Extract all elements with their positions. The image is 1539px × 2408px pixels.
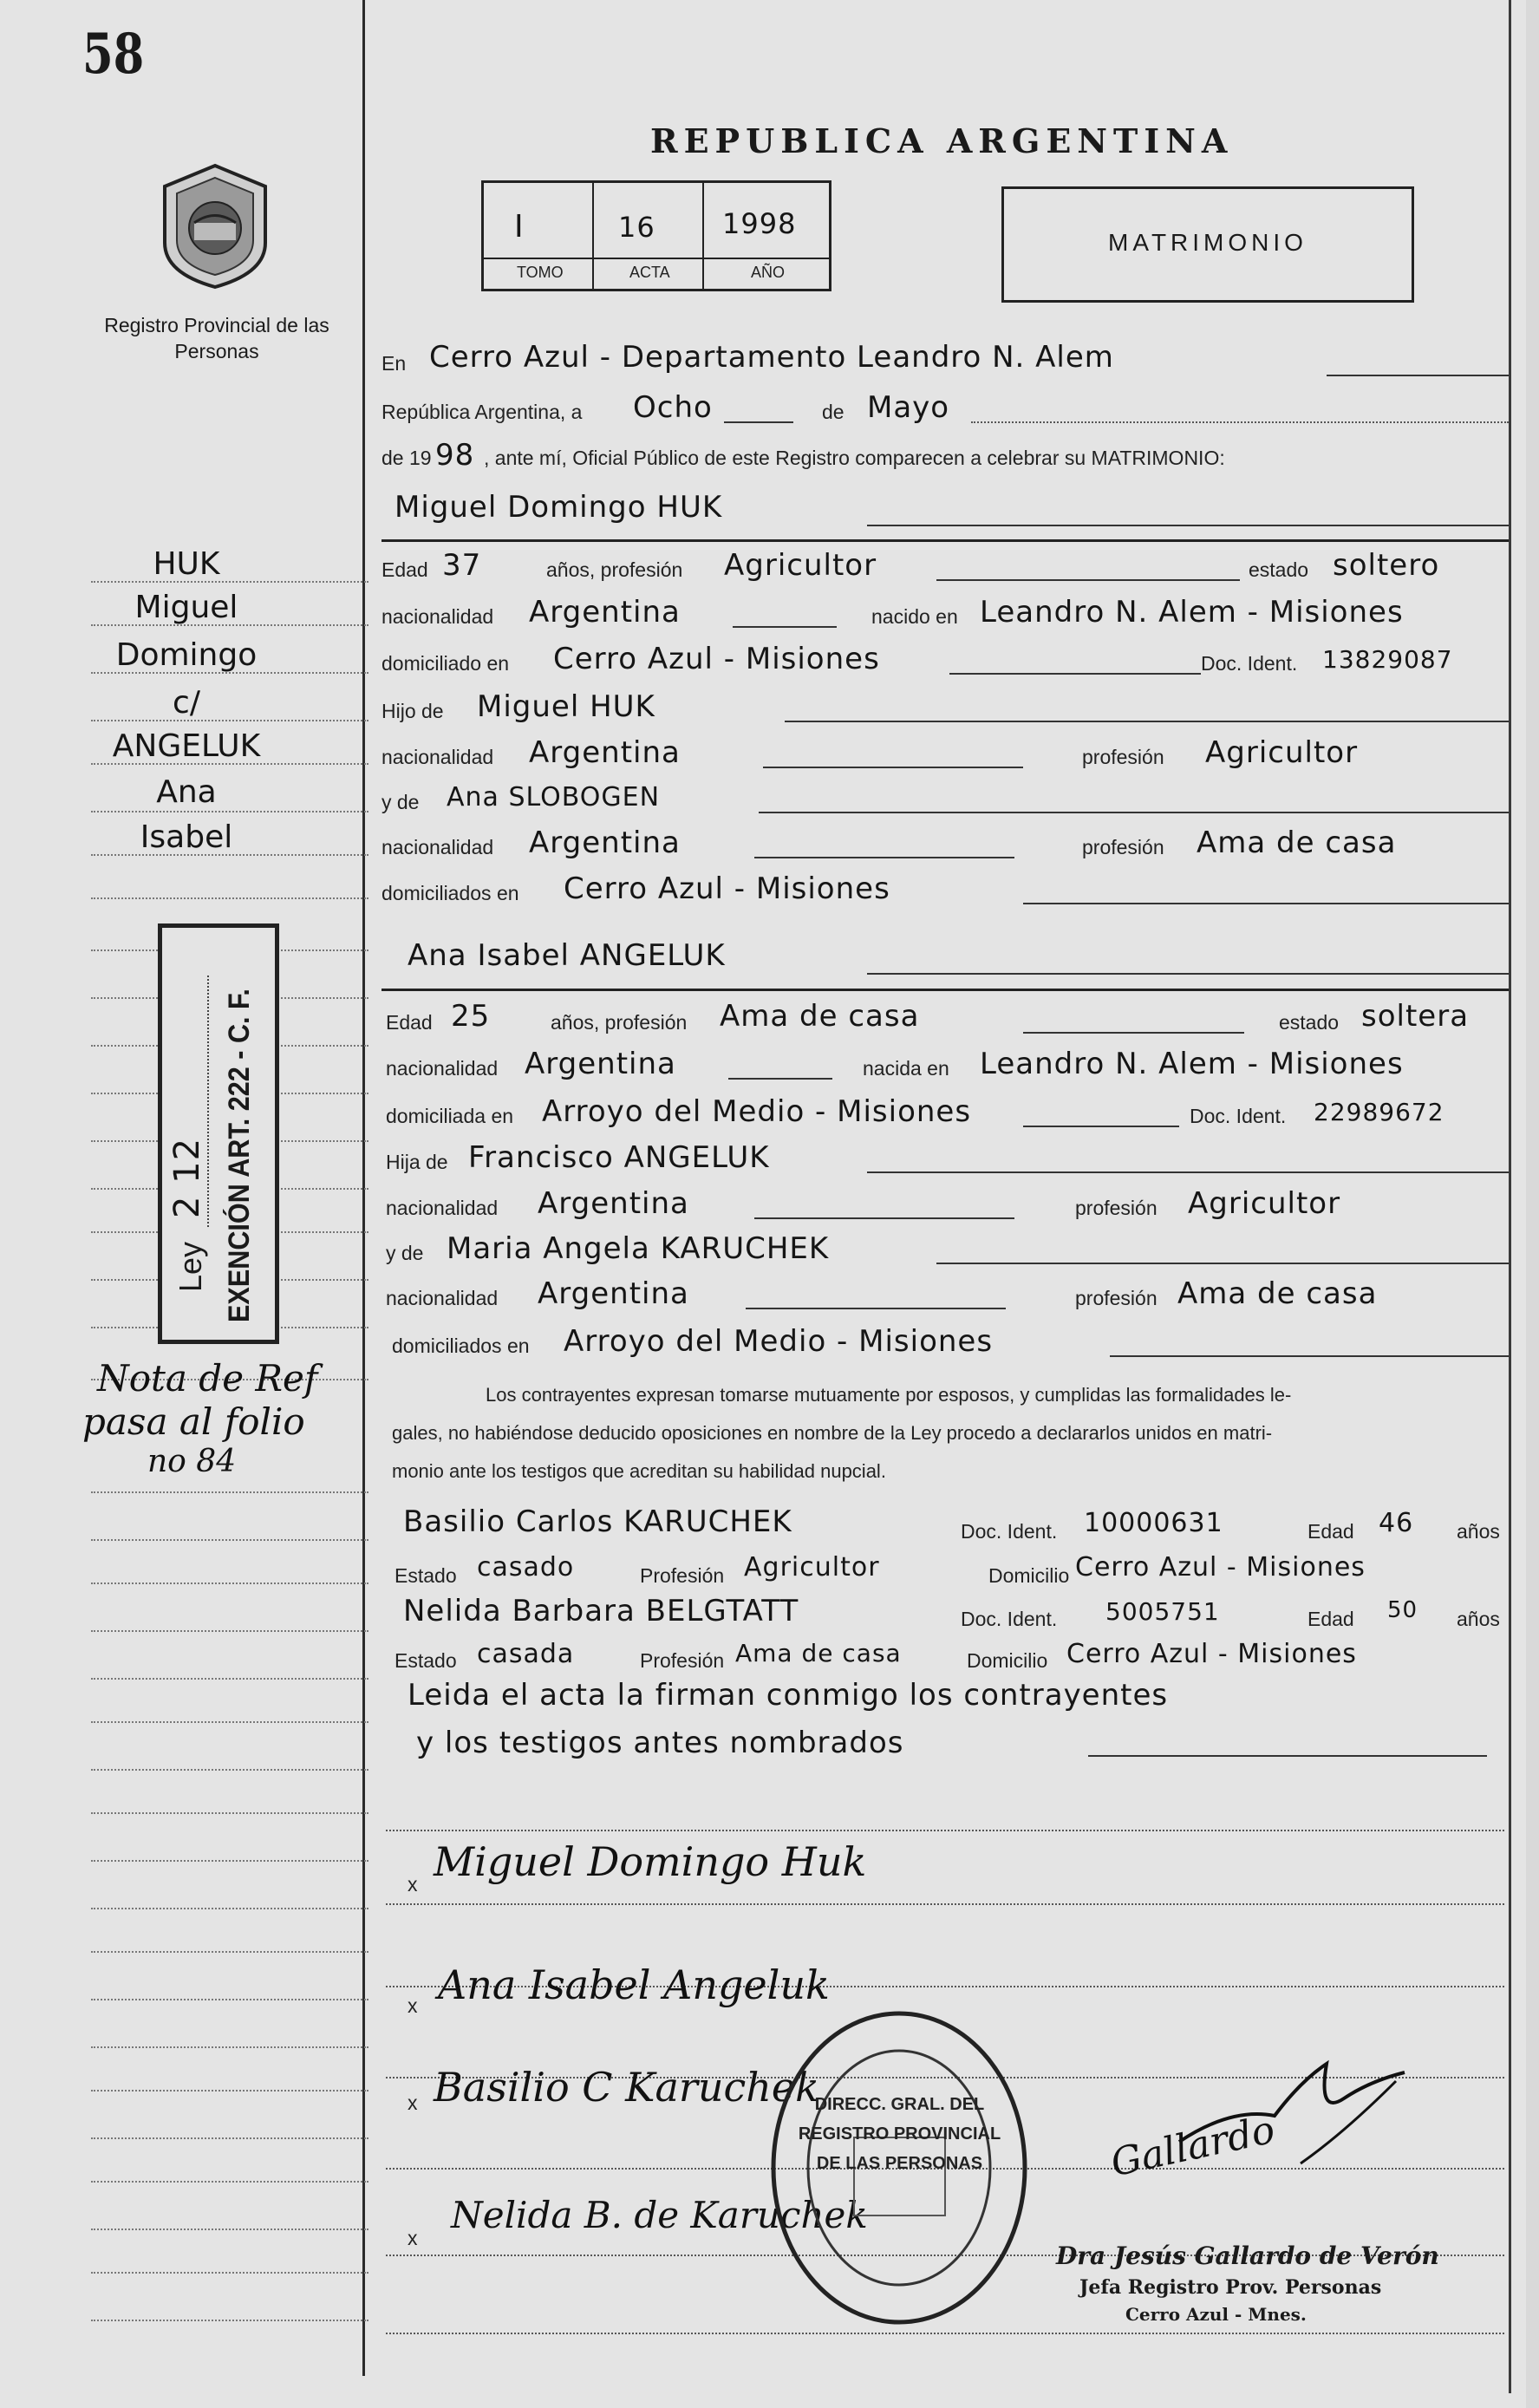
official-location: Cerro Azul - Mnes. <box>1125 2304 1307 2325</box>
witness2-estado: casada <box>477 1639 575 1669</box>
bride-mother-nac-label: nacionalidad <box>386 1287 499 1309</box>
bride-mother: Maria Angela KARUCHEK <box>447 1231 830 1266</box>
bride-nationality: Argentina <box>525 1047 676 1081</box>
groom-parents-dom-label: domiciliados en <box>381 882 519 904</box>
bride-father-nac-label: nacionalidad <box>386 1197 499 1219</box>
official-title: Jefa Registro Prov. Personas <box>1079 2276 1382 2299</box>
groom-nac-label: nacionalidad <box>381 605 494 628</box>
witness2-estado-label: Estado <box>395 1649 457 1672</box>
groom-parents-domicile: Cerro Azul - Misiones <box>564 871 890 906</box>
witness1-anos-label: años <box>1457 1520 1500 1543</box>
bride-estado: soltera <box>1361 999 1470 1034</box>
doc-type-box <box>1001 186 1414 303</box>
witness2-profession: Ama de casa <box>735 1639 902 1667</box>
en-label: En <box>381 352 407 375</box>
bride-father-nationality: Argentina <box>538 1186 689 1221</box>
groom-mother-profession: Ama de casa <box>1197 826 1397 860</box>
bride-nacida-label: nacida en <box>863 1057 949 1080</box>
bride-mother-prof-label: profesión <box>1075 1287 1158 1309</box>
groom-mother-nac-label: nacionalidad <box>381 836 494 858</box>
sig2-mark: x <box>408 1994 418 2017</box>
signature-official: Gallardo <box>1106 2107 1279 2186</box>
margin-given-2: Domingo <box>115 637 258 673</box>
witness1-domicile: Cerro Azul - Misiones <box>1075 1552 1366 1582</box>
closing-line-2: y los testigos antes nombrados <box>416 1726 904 1760</box>
witness2-domicile: Cerro Azul - Misiones <box>1066 1639 1357 1669</box>
groom-full-name: Miguel Domingo HUK <box>395 490 723 525</box>
groom-father: Miguel HUK <box>477 689 655 724</box>
groom-nacido-label: nacido en <box>871 605 958 628</box>
bride-mother-profession: Ama de casa <box>1177 1276 1378 1311</box>
bride-birthplace: Leandro N. Alem - Misiones <box>980 1047 1404 1081</box>
margin-given-3: Ana <box>156 774 217 810</box>
witness1-doc: 10000631 <box>1084 1508 1223 1538</box>
groom-edad-label: Edad <box>381 558 428 581</box>
doc-type-title: MATRIMONIO <box>1108 229 1307 256</box>
bride-full-name: Ana Isabel ANGELUK <box>408 938 726 973</box>
exencion-stamp <box>158 923 279 1344</box>
bride-yde-label: y de <box>386 1242 424 1264</box>
bride-hija-label: Hija de <box>386 1151 448 1173</box>
witness1-age: 46 <box>1379 1508 1414 1538</box>
bride-domicile: Arroyo del Medio - Misiones <box>542 1094 972 1129</box>
witness2-doc: 5005751 <box>1105 1597 1220 1626</box>
groom-birthplace: Leandro N. Alem - Misiones <box>980 595 1404 630</box>
bride-dom-label: domiciliada en <box>386 1105 514 1127</box>
sig3-mark: x <box>408 2092 418 2114</box>
signature-witness1: Basilio C Karuchek <box>434 2064 819 2111</box>
bride-nac-label: nacionalidad <box>386 1057 499 1080</box>
witness1-estado: casado <box>477 1552 575 1582</box>
margin-given-1: Miguel <box>134 590 238 625</box>
right-edge-line <box>1509 0 1511 2393</box>
margin-given-4: Isabel <box>140 819 233 855</box>
groom-doc-label: Doc. Ident. <box>1201 652 1298 675</box>
groom-father-prof-label: profesión <box>1082 746 1164 768</box>
bride-doc-label: Doc. Ident. <box>1190 1105 1287 1127</box>
witness1-profession: Agricultor <box>744 1552 880 1582</box>
witness2-edad-label: Edad <box>1307 1608 1354 1630</box>
tomo-acta-ano-box <box>481 180 831 291</box>
ano-value: 1998 <box>722 207 797 240</box>
groom-estado: soltero <box>1333 548 1440 583</box>
provincial-seal <box>154 160 276 290</box>
bride-parents-domicile: Arroyo del Medio - Misiones <box>564 1324 994 1359</box>
place-value: Cerro Azul - Departamento Leandro N. Alem <box>429 340 1114 375</box>
country-title: REPUBLICA ARGENTINA <box>650 121 1234 160</box>
bride-anos-prof-label: años, profesión <box>551 1011 688 1034</box>
groom-father-nationality: Argentina <box>529 735 681 770</box>
groom-nationality: Argentina <box>529 595 681 630</box>
bride-edad-label: Edad <box>386 1011 433 1034</box>
day-value: Ocho <box>633 390 713 425</box>
witness2-dom-label: Domicilio <box>967 1649 1048 1672</box>
official-sig-flourish <box>1171 2046 1413 2168</box>
bride-father-profession: Agricultor <box>1188 1186 1341 1221</box>
groom-dom-label: domiciliado en <box>381 652 510 675</box>
tomo-label: TOMO <box>517 264 564 281</box>
groom-anos-prof-label: años, profesión <box>546 558 683 581</box>
month-value: Mayo <box>867 390 950 425</box>
intro-statement: , ante mí, Oficial Público de este Registro comparecen a celebrar su MATRIMONIO: <box>484 447 1225 469</box>
bride-father-prof-label: profesión <box>1075 1197 1158 1219</box>
official-name: Dra Jesús Gallardo de Verón <box>1056 2242 1439 2270</box>
bride-estado-label: estado <box>1279 1011 1340 1034</box>
registry-name: Registro Provincial de las Personas <box>104 314 329 362</box>
witness2-doc-label: Doc. Ident. <box>961 1608 1058 1630</box>
margin-note-3: no 84 <box>147 1444 237 1479</box>
groom-estado-label: estado <box>1249 558 1309 581</box>
margin-surname-2: ANGELUK <box>112 728 261 764</box>
groom-doc: 13829087 <box>1322 645 1453 674</box>
groom-mother-nationality: Argentina <box>529 826 681 860</box>
closing-line-1: Leida el acta la firman conmigo los contrayentes <box>408 1678 1169 1713</box>
groom-age: 37 <box>442 548 482 583</box>
bride-mother-nationality: Argentina <box>538 1276 689 1311</box>
groom-yde-label: y de <box>381 791 420 813</box>
witness2-age: 50 <box>1387 1597 1418 1623</box>
witness1-dom-label: Domicilio <box>988 1564 1070 1587</box>
witness2-name: Nelida Barbara BELGTATT <box>403 1594 799 1628</box>
bride-father: Francisco ANGELUK <box>468 1140 770 1175</box>
folio-number: 58 <box>82 22 145 87</box>
declaration-line-3: monio ante los testigos que acreditan su habilidad nupcial. <box>392 1460 886 1482</box>
stamp-ley-value: 2 12 <box>167 1137 207 1218</box>
groom-domicile: Cerro Azul - Misiones <box>553 642 880 676</box>
signature-groom: Miguel Domingo Huk <box>434 1838 867 1885</box>
ano-label: AÑO <box>751 264 786 281</box>
bride-parents-dom-label: domiciliados en <box>392 1335 530 1357</box>
witness1-name: Basilio Carlos KARUCHEK <box>403 1504 792 1539</box>
groom-mother: Ana SLOBOGEN <box>447 782 661 812</box>
margin-note-2: pasa al folio <box>82 1400 305 1443</box>
stamp-exencion-text: EXENCIÓN ART. 222 - C. F. <box>223 989 256 1322</box>
groom-mother-prof-label: profesión <box>1082 836 1164 858</box>
declaration-line-2: gales, no habiéndose deducido oposiciones en nombre de la Ley procedo a declararlos unidos en matri- <box>392 1422 1273 1444</box>
margin-note-1: Nota de Ref <box>97 1357 318 1400</box>
witness2-prof-label: Profesión <box>640 1649 725 1672</box>
bride-age: 25 <box>451 999 491 1034</box>
groom-father-profession: Agricultor <box>1205 735 1359 770</box>
margin-surname-1: HUK <box>153 546 220 582</box>
groom-profession: Agricultor <box>724 548 877 583</box>
official-stamp <box>767 2007 1032 2328</box>
signature-witness2: Nelida B. de Karuchek <box>451 2194 868 2236</box>
margin-conj: c/ <box>173 685 200 721</box>
groom-hijo-label: Hijo de <box>381 700 444 722</box>
witness1-doc-label: Doc. Ident. <box>961 1520 1058 1543</box>
country-label: República Argentina, a <box>381 401 583 423</box>
witness1-edad-label: Edad <box>1307 1520 1354 1543</box>
witness1-prof-label: Profesión <box>640 1564 725 1587</box>
stamp-ley-label: Ley <box>173 1241 208 1292</box>
acta-value: 16 <box>618 211 655 244</box>
witness1-estado-label: Estado <box>395 1564 457 1587</box>
sig4-mark: x <box>408 2227 418 2249</box>
declaration-line-1: Los contrayentes expresan tomarse mutuamente por esposos, y cumplidas las formalidades le- <box>486 1384 1292 1406</box>
bride-profession: Ama de casa <box>720 999 920 1034</box>
stamp-text: DIRECC. GRAL. DEL REGISTRO PROVINCIAL DE LAS PERSONAS <box>798 2095 1001 2173</box>
year-prefix: de 19 <box>381 447 432 469</box>
sig1-mark: x <box>408 1873 418 1896</box>
bride-doc: 22989672 <box>1314 1098 1444 1126</box>
de-label: de <box>822 401 844 423</box>
signature-bride: Ana Isabel Angeluk <box>438 1961 830 2008</box>
acta-label: ACTA <box>629 264 670 281</box>
tomo-value: I <box>514 209 525 245</box>
year-suffix: 98 <box>435 438 475 473</box>
groom-father-nac-label: nacionalidad <box>381 746 494 768</box>
witness2-anos-label: años <box>1457 1608 1500 1630</box>
